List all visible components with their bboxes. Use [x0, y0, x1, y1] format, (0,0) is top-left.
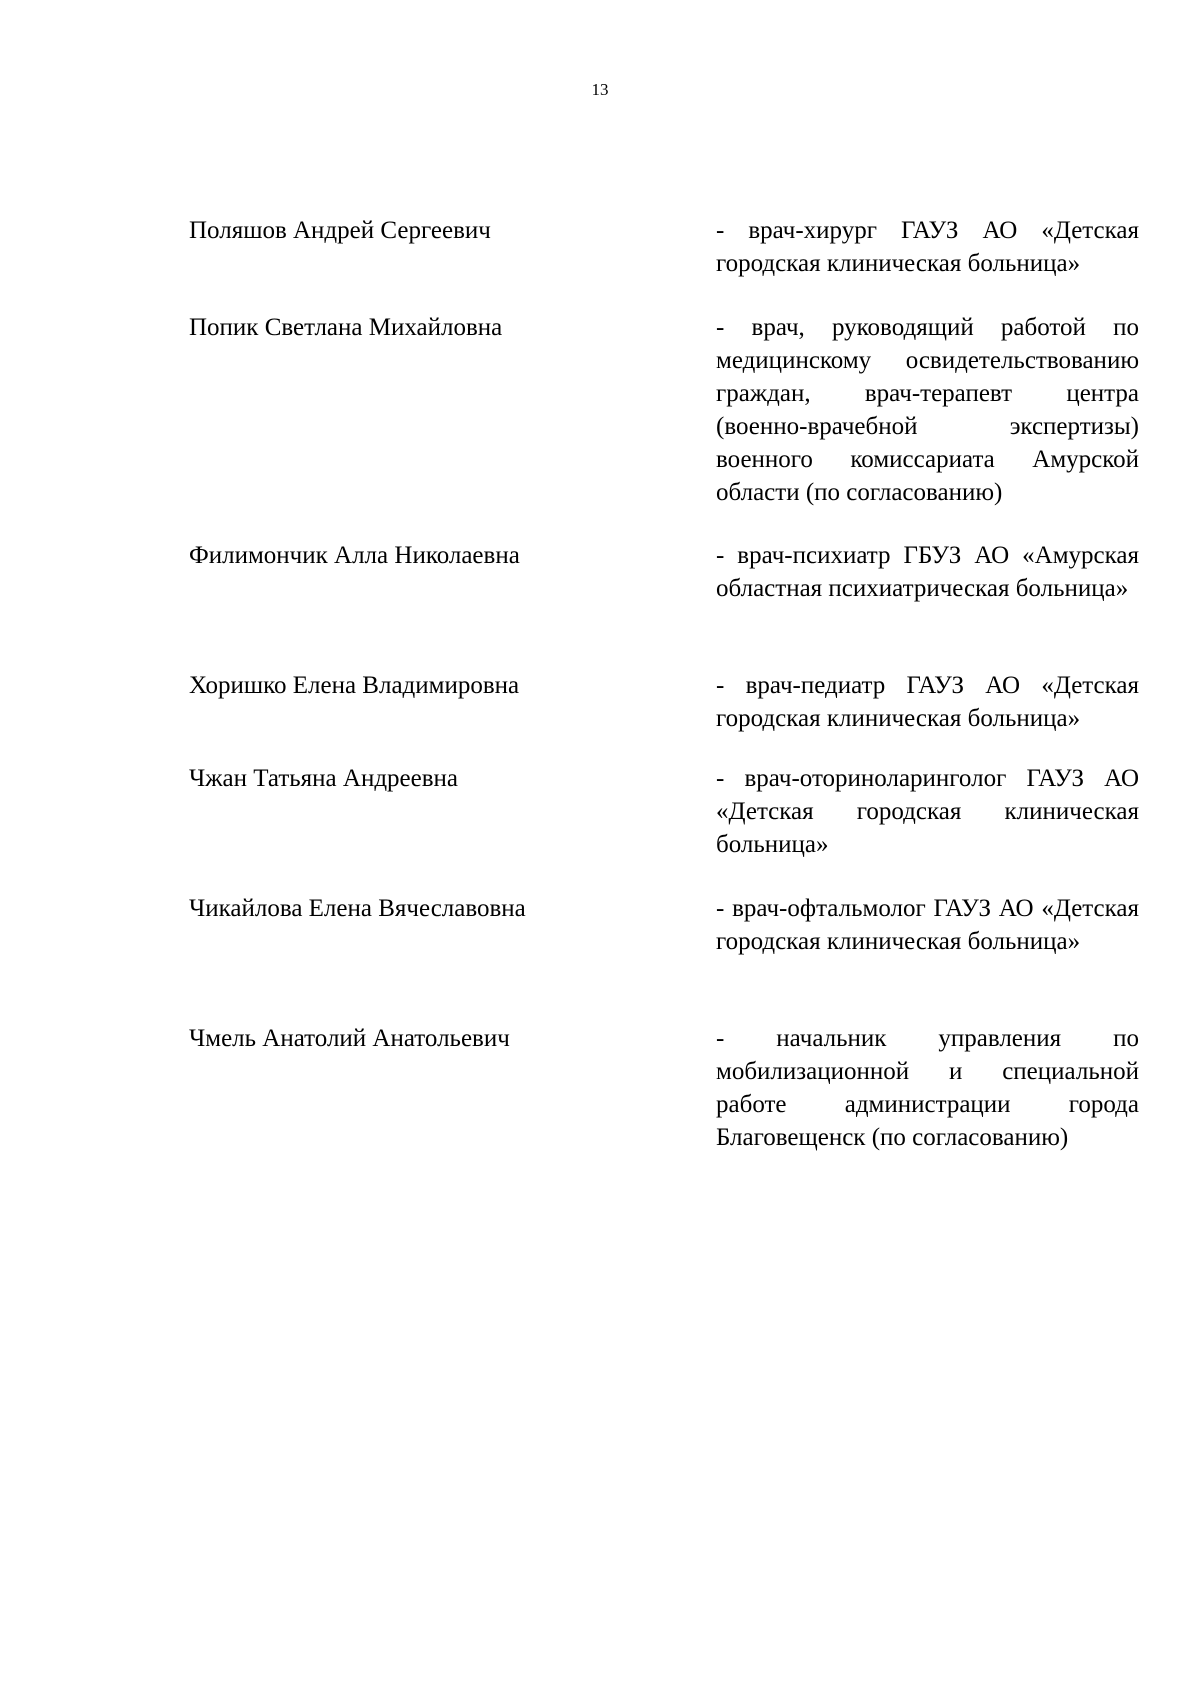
member-name: Попик Светлана Михайловна: [189, 314, 503, 341]
member-role: - врач-оториноларинголог ГАУЗ АО «Детская городская клиническая больница»: [716, 765, 1139, 858]
member-name: Чмель Анатолий Анатольевич: [189, 1025, 510, 1052]
member-role: - врач-офтальмолог ГАУЗ АО «Детская городская клиническая больница»: [716, 895, 1139, 955]
member-name: Чикайлова Елена Вячеславовна: [189, 895, 526, 922]
member-role: - врач-психиатр ГБУЗ АО «Амурская областная психиатрическая больница»: [716, 542, 1139, 602]
page-number: 13: [591, 80, 609, 99]
member-name: Хоришко Елена Владимировна: [189, 672, 520, 699]
member-name: Филимончик Алла Николаевна: [189, 542, 520, 569]
member-role: - начальник управления по мобилизационной и специальной работе администрации города Благовещенск (по согласованию): [716, 1025, 1139, 1151]
member-role: - врач-педиатр ГАУЗ АО «Детская городская клиническая больница»: [716, 672, 1139, 732]
member-role: - врач, руководящий работой по медицинскому освидетельствованию граждан, врач-терапевт центра (военно-врачебной экспертизы) военного комиссариата Амурской области (по согласованию): [716, 314, 1139, 506]
member-name: Чжан Татьяна Андреевна: [189, 765, 459, 792]
member-role: - врач-хирург ГАУЗ АО «Детская городская клиническая больница»: [716, 217, 1139, 277]
member-name: Поляшов Андрей Сергеевич: [189, 217, 491, 244]
